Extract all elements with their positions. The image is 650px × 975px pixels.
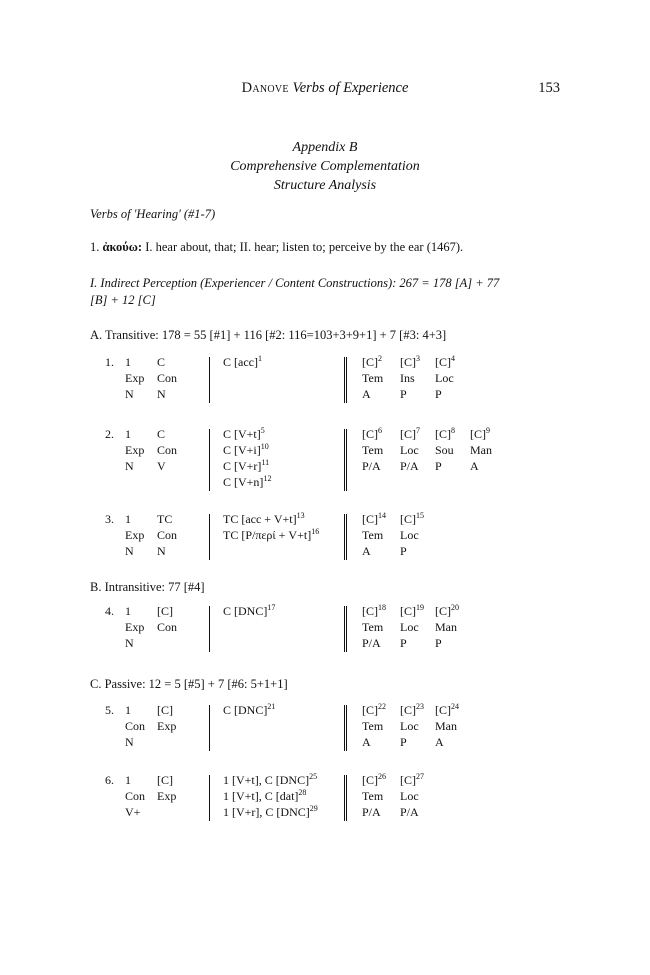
- double-column-divider: [344, 606, 347, 652]
- footnote-ref: 10: [260, 442, 269, 451]
- footnote-ref: 12: [263, 474, 272, 483]
- block-number: 1.: [105, 355, 114, 369]
- adjunct-cell: Tem: [362, 443, 384, 457]
- subject-cell: 1: [125, 512, 131, 526]
- complement-cell: Exp: [157, 789, 177, 803]
- complement-cell: TC: [157, 512, 173, 526]
- subject-cell: N: [125, 459, 134, 473]
- complement-cell: [C]: [157, 773, 173, 787]
- complement-cell: Con: [157, 620, 178, 634]
- column-divider: [209, 606, 210, 652]
- column-divider: [209, 775, 210, 821]
- subject-cell: 1: [125, 427, 131, 441]
- adjunct-cell: $[C]^3$: [400, 354, 420, 369]
- subject-cell: 1: [125, 355, 131, 369]
- footnote-ref: 1: [257, 354, 262, 363]
- adjunct-cell: P: [400, 387, 407, 401]
- footnote-ref: 6: [378, 426, 382, 435]
- adjunct-cell: $[C]^{20}$: [435, 603, 459, 618]
- heading-a-transitive: A. Transitive: 178 = 55 [#1] + 116 [#2: 116=103+3+9+1] + 7 [#3: 4+3]: [90, 328, 447, 342]
- heading-c-passive: C. Passive: 12 = 5 [#5] + 7 [#6: 5+1+1]: [90, 677, 288, 691]
- entry-gloss: I. hear about, that; II. hear; listen to; perceive by the ear (1467).: [142, 240, 464, 254]
- double-column-divider: [344, 514, 347, 560]
- adjunct-cell: $[C]^4$: [435, 354, 455, 369]
- running-head-author: Danove: [241, 80, 289, 96]
- footnote-ref: 14: [378, 511, 386, 520]
- page-number: 153: [538, 80, 560, 96]
- adjunct-cell: P: [435, 459, 442, 473]
- footnote-ref: 11: [261, 458, 270, 467]
- footnote-ref: 16: [311, 527, 320, 536]
- adjunct-cell: $[C]^{23}$: [400, 702, 424, 717]
- entry-lemma: ἀκούω:: [102, 240, 143, 254]
- footnote-ref: 20: [451, 603, 459, 612]
- adjunct-cell: $[C]^{18}$: [362, 603, 386, 618]
- adjunct-cell: Loc: [400, 443, 419, 457]
- subject-cell: 1: [125, 604, 131, 618]
- realization-cell: C $[V+r]^{11}$: [223, 458, 270, 473]
- adjunct-cell: $[C]^{15}$: [400, 511, 424, 526]
- adjunct-cell: $[C]^{14}$: [362, 511, 386, 526]
- column-divider: [209, 514, 210, 560]
- entry-line: 1. ἀκούω: I. hear about, that; II. hear; listen to; perceive by the ear (1467).: [90, 240, 464, 254]
- complement-cell: V: [157, 459, 166, 473]
- adjunct-cell: $[C]^{27}$: [400, 772, 424, 787]
- footnote-ref: 3: [416, 354, 420, 363]
- adjunct-cell: $[C]^6$: [362, 426, 382, 441]
- footnote-ref: 4: [451, 354, 455, 363]
- adjunct-cell: P/A: [362, 805, 381, 819]
- adjunct-cell: Tem: [362, 719, 384, 733]
- footnote-ref: 21: [267, 702, 276, 711]
- adjunct-cell: A: [362, 735, 371, 749]
- adjunct-cell: Tem: [362, 528, 384, 542]
- footnote-ref: 2: [378, 354, 382, 363]
- appendix-title-line-1: Comprehensive Complementation: [230, 159, 420, 174]
- subject-cell: N: [125, 387, 134, 401]
- complement-cell: C: [157, 355, 166, 369]
- complement-cell: Con: [157, 371, 178, 385]
- footnote-ref: 24: [451, 702, 459, 711]
- double-column-divider: [344, 357, 347, 403]
- subject-cell: Exp: [125, 443, 145, 457]
- column-divider: [209, 429, 210, 491]
- complement-cell: [C]: [157, 604, 173, 618]
- footnote-ref: 5: [260, 426, 265, 435]
- subject-cell: Con: [125, 719, 146, 733]
- adjunct-cell: P: [400, 735, 407, 749]
- realization-cell: C [acc]$^1$: [223, 354, 262, 369]
- adjunct-cell: Loc: [400, 719, 419, 733]
- block-number: 3.: [105, 512, 114, 526]
- footnote-ref: 18: [378, 603, 386, 612]
- realization-cell: C $[V+t]^5$: [223, 426, 265, 441]
- adjunct-cell: A: [470, 459, 479, 473]
- subject-cell: Exp: [125, 528, 145, 542]
- appendix-label: Appendix B: [292, 140, 358, 155]
- adjunct-cell: Sou: [435, 443, 454, 457]
- adjunct-cell: $[C]^{24}$: [435, 702, 459, 717]
- adjunct-cell: $[C]^8$: [435, 426, 455, 441]
- subject-cell: Exp: [125, 371, 145, 385]
- realization-cell: 1 [V+t], C [DNC]$^{25}$: [223, 772, 318, 787]
- subject-cell: 1: [125, 773, 131, 787]
- footnote-ref: 7: [416, 426, 420, 435]
- adjunct-cell: Tem: [362, 371, 384, 385]
- section-i-line-1: I. Indirect Perception (Experiencer / Content Constructions): 267 = 178 [A] + 77: [90, 276, 500, 290]
- block-number: 2.: [105, 427, 114, 441]
- footnote-ref: 17: [267, 603, 276, 612]
- adjunct-cell: $[C]^9$: [470, 426, 490, 441]
- adjunct-cell: $[C]^{26}$: [362, 772, 386, 787]
- footnote-ref: 9: [486, 426, 490, 435]
- adjunct-cell: Man: [470, 443, 492, 457]
- realization-cell: C [DNC]$^{17}$: [223, 603, 276, 618]
- complement-cell: [C]: [157, 703, 173, 717]
- adjunct-cell: Man: [435, 620, 457, 634]
- appendix-title-line-2: Structure Analysis: [273, 178, 377, 193]
- adjunct-cell: A: [362, 544, 371, 558]
- running-head-title: Verbs of Experience: [292, 80, 409, 96]
- subject-cell: N: [125, 636, 134, 650]
- double-column-divider: [344, 429, 347, 491]
- complement-cell: Con: [157, 443, 178, 457]
- footnote-ref: 29: [309, 804, 318, 813]
- subject-cell: N: [125, 544, 134, 558]
- complement-cell: C: [157, 427, 166, 441]
- realization-cell: TC [acc + V+t]$^{13}$: [223, 511, 305, 526]
- adjunct-cell: Loc: [400, 528, 419, 542]
- complement-cell: N: [157, 387, 166, 401]
- adjunct-cell: $[C]^{19}$: [400, 603, 424, 618]
- adjunct-cell: Loc: [400, 789, 419, 803]
- realization-cell: 1 [V+t], C [dat]$^{28}$: [223, 788, 307, 803]
- subject-cell: 1: [125, 703, 131, 717]
- subject-cell: Exp: [125, 620, 145, 634]
- footnote-ref: 26: [378, 772, 386, 781]
- realization-cell: C [DNC]$^{21}$: [223, 702, 276, 717]
- adjunct-cell: P: [435, 636, 442, 650]
- complement-cell: Exp: [157, 719, 177, 733]
- block-number: 6.: [105, 773, 114, 787]
- adjunct-cell: P/A: [400, 459, 419, 473]
- category-heading: Verbs of 'Hearing' (#1-7): [90, 207, 216, 221]
- realization-cell: 1 [V+r], C [DNC]$^{29}$: [223, 804, 318, 819]
- subject-cell: V+: [125, 805, 141, 819]
- footnote-ref: 13: [296, 511, 305, 520]
- realization-cell: C $[V+n]^{12}$: [223, 474, 272, 489]
- adjunct-cell: P: [435, 387, 442, 401]
- adjunct-cell: P/A: [362, 636, 381, 650]
- complement-cell: N: [157, 544, 166, 558]
- adjunct-cell: $[C]^2$: [362, 354, 382, 369]
- adjunct-cell: $[C]^7$: [400, 426, 420, 441]
- footnote-ref: 23: [416, 702, 424, 711]
- footnote-ref: 15: [416, 511, 424, 520]
- footnote-ref: 28: [298, 788, 307, 797]
- adjunct-cell: A: [435, 735, 444, 749]
- adjunct-cell: Ins: [400, 371, 415, 385]
- adjunct-cell: Tem: [362, 789, 384, 803]
- footnote-ref: 19: [416, 603, 424, 612]
- double-column-divider: [344, 705, 347, 751]
- footnote-ref: 22: [378, 702, 386, 711]
- heading-b-intransitive: B. Intransitive: 77 [#4]: [90, 580, 205, 594]
- adjunct-cell: $[C]^{22}$: [362, 702, 386, 717]
- column-divider: [209, 357, 210, 403]
- realization-cell: TC $[P/\pi\varepsilon\rho ί + V+t]^{16}$: [223, 527, 320, 542]
- block-number: 4.: [105, 604, 114, 618]
- footnote-ref: 8: [451, 426, 455, 435]
- footnote-ref: 27: [416, 772, 424, 781]
- adjunct-cell: P/A: [400, 805, 419, 819]
- complement-cell: Con: [157, 528, 178, 542]
- footnote-ref: 25: [309, 772, 318, 781]
- adjunct-cell: A: [362, 387, 371, 401]
- adjunct-cell: Loc: [435, 371, 454, 385]
- adjunct-cell: P: [400, 636, 407, 650]
- column-divider: [209, 705, 210, 751]
- adjunct-cell: Tem: [362, 620, 384, 634]
- adjunct-cell: Man: [435, 719, 457, 733]
- block-number: 5.: [105, 703, 114, 717]
- adjunct-cell: P: [400, 544, 407, 558]
- adjunct-cell: P/A: [362, 459, 381, 473]
- subject-cell: Con: [125, 789, 146, 803]
- realization-cell: C $[V+i]^{10}$: [223, 442, 269, 457]
- section-i-line-2: [B] + 12 [C]: [90, 293, 156, 307]
- double-column-divider: [344, 775, 347, 821]
- subject-cell: N: [125, 735, 134, 749]
- adjunct-cell: Loc: [400, 620, 419, 634]
